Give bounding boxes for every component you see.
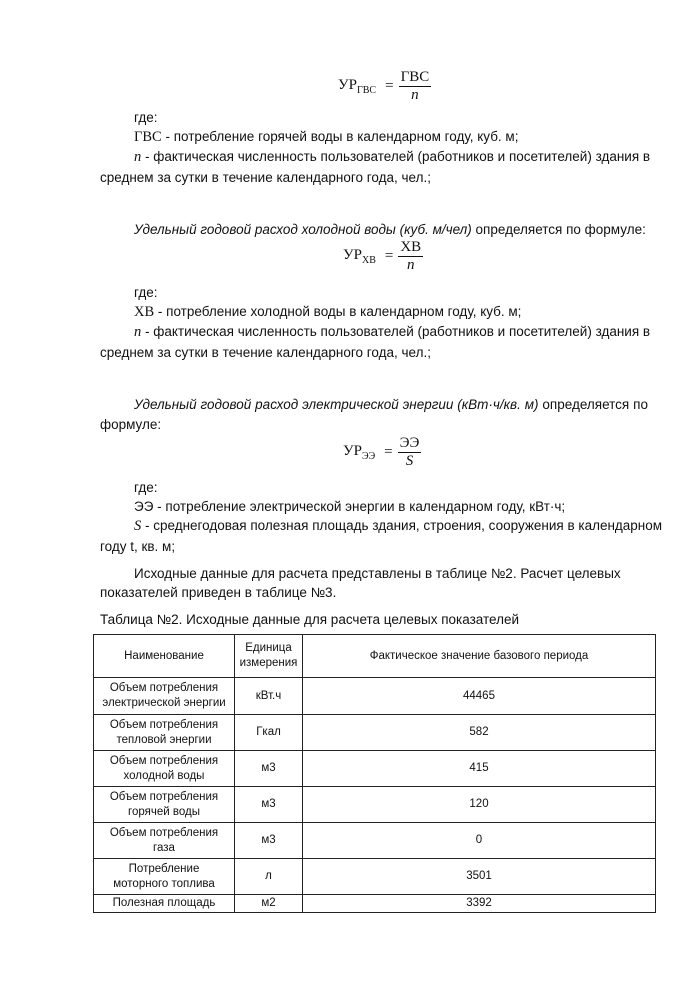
cell-name: Объем потребления тепловой энергии: [94, 715, 235, 751]
formula-hot-water: $УР_{ГВС}$ = $\frac{\text{ГВС}}{n}$: [338, 69, 430, 103]
header-value: Фактическое значение базового периода: [303, 635, 656, 678]
cell-name: Объем потребления электрической энергии: [94, 678, 235, 715]
definition-users-cont: среднем за сутки в течение календарного года, чел.;: [100, 170, 431, 185]
definition-users: n - фактическая численность пользователей (работников и посетителей) здания в: [134, 324, 651, 340]
formula-cold-water: $УР_{ХВ}$ = $\frac{ХВ}{n}$: [343, 239, 422, 273]
table-row: [94, 895, 656, 913]
where-label: где:: [134, 285, 158, 300]
cell-value: 44465: [303, 678, 656, 715]
cell-unit: Гкал: [235, 715, 303, 751]
where-label: где:: [134, 480, 158, 495]
definition-hot-water: ГВС - потребление горячей воды в календарном году, куб. м;: [134, 129, 519, 145]
definition-users-cont: среднем за сутки в течение календарного года, чел.;: [100, 345, 431, 360]
cell-value: 120: [303, 787, 656, 823]
table-row: [94, 715, 656, 751]
cell-name: Объем потребления горячей воды: [94, 787, 235, 823]
table-header-row: [94, 635, 656, 678]
table-row: [94, 823, 656, 859]
cell-name: Объем потребления газа: [94, 823, 235, 859]
cell-unit: м3: [235, 787, 303, 823]
formula-fraction: $\frac{ЭЭ}{S}$: [399, 435, 420, 469]
formula-lhs: $УР_{ХВ}$: [343, 247, 376, 266]
definition-electricity: ЭЭ - потребление электрической энергии в календарном году, кВт·ч;: [134, 499, 566, 514]
header-name: Наименование: [94, 635, 235, 678]
cell-unit: м2: [235, 895, 303, 913]
paragraph-line-1: Исходные данные для расчета представлены в таблице №2. Расчет целевых: [134, 566, 621, 581]
cell-unit: м3: [235, 751, 303, 787]
definition-area: S - среднегодовая полезная площадь здания, строения, сооружения в календарном: [134, 518, 663, 534]
formula-fraction: $\frac{\text{ГВС}}{n}$: [400, 69, 430, 103]
table-row: [94, 678, 656, 715]
data-table: [93, 634, 656, 913]
formula-lhs: $УР_{ЭЭ}$: [343, 443, 376, 462]
table-row: [94, 859, 656, 895]
cell-value: 582: [303, 715, 656, 751]
cell-value: 3392: [303, 895, 656, 913]
cell-unit: кВт.ч: [235, 678, 303, 715]
header-unit: Единица измерения: [235, 635, 303, 678]
intro-electricity-cont: формуле:: [100, 417, 162, 432]
cell-value: 0: [303, 823, 656, 859]
formula-lhs: $УР_{ГВС}$: [338, 77, 377, 96]
cell-name: Полезная площадь: [94, 895, 235, 913]
intro-electricity: Удельный годовой расход электрической энергии (кВт·ч/кв. м) определяется по: [134, 397, 648, 412]
formula-fraction: $\frac{ХВ}{n}$: [400, 239, 422, 273]
cell-value: 3501: [303, 859, 656, 895]
definition-cold-water: ХВ - потребление холодной воды в календарном году, куб. м;: [134, 304, 522, 320]
cell-name: Потребление моторного топлива: [94, 859, 235, 895]
cell-value: 415: [303, 751, 656, 787]
cell-unit: л: [235, 859, 303, 895]
formula-electricity: $УР_{ЭЭ}$ = $\frac{ЭЭ}{S}$: [343, 435, 420, 469]
table-caption: Таблица №2. Исходные данные для расчета целевых показателей: [100, 612, 520, 627]
definition-users: n - фактическая численность пользователей (работников и посетителей) здания в: [134, 149, 651, 165]
where-label: где:: [134, 110, 158, 125]
table-row: [94, 787, 656, 823]
table-row: [94, 751, 656, 787]
cell-name: Объем потребления холодной воды: [94, 751, 235, 787]
definition-area-cont: году t, кв. м;: [100, 539, 176, 554]
cell-unit: м3: [235, 823, 303, 859]
paragraph-line-2: показателей приведен в таблице №3.: [100, 585, 337, 600]
intro-cold-water: Удельный годовой расход холодной воды (куб. м/чел) определяется по формуле:: [134, 222, 646, 237]
